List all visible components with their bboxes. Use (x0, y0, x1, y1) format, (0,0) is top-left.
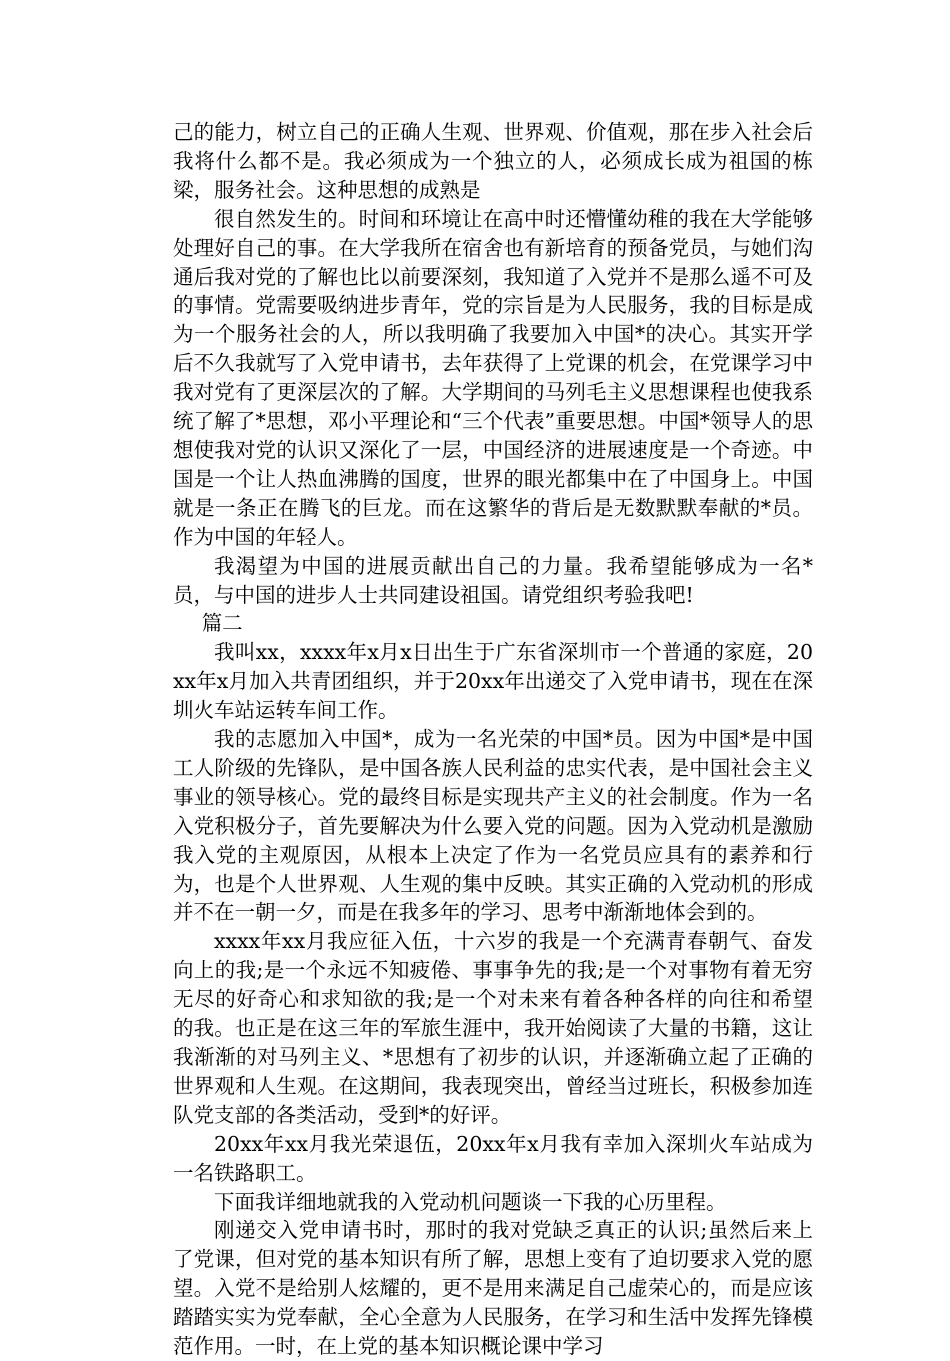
paragraph: 很自然发生的。时间和环境让在高中时还懵懂幼稚的我在大学能够处理好自己的事。在大学我所在宿舍也有新培育的预备党员，与她们沟通后我对党的了解也比以前要深刻，我知道了入党并不是那么遥不可及的事情。党需要吸纳进步青年，党的宗旨是为人民服务，我的目标是成为一个服务社会的人，所以我明确了我要加入中国*的决心。其实开学后不久我就写了入党申请书，去年获得了上党课的机会，在党课学习中我对党有了更深层次的了解。大学期间的马列毛主义思想课程也使我系统了解了*思想，邓小平理论和“三个代表”重要思想。中国*领导人的思想使我对党的认识又深化了一层，中国经济的进展速度是一个奇迹。中国是一个让人热血沸腾的国度，世界的眼光都集中在了中国身上。中国就是一条正在腾飞的巨龙。而在这繁华的背后是无数默默奉献的*员。作为中国的年轻人。 (173, 206, 813, 549)
section-title: 篇二 (201, 611, 243, 636)
paragraph: 刚递交入党申请书时，那时的我对党缺乏真正的认识;虽然后来上了党课，但对党的基本知识有所了解，思想上变有了迫切要求入党的愿望。入党不是给别人炫耀的，更不是用来满足自己虚荣心的，而是应该踏踏实实为党奉献，全心全意为人民服务，在学习和生活中发挥先锋模范作用。一时，在上党的基本知识概论课中学习 (173, 1218, 813, 1359)
paragraph: 20xx年xx月我光荣退伍，20xx年x月我有幸加入深圳火车站成为一名铁路职工。 (173, 1131, 813, 1185)
document-body (173, 118, 813, 1361)
paragraph: 下面我详细地就我的入党动机问题谈一下我的心历里程。 (214, 1189, 727, 1214)
paragraph: 己的能力，树立自己的正确人生观、世界观、价值观，那在步入社会后我将什么都不是。我必须成为一个独立的人，必须成长成为祖国的栋梁，服务社会。这种思想的成熟是 (173, 120, 813, 202)
paragraph: 我渴望为中国的进展贡献出自己的力量。我希望能够成为一名*员，与中国的进步人士共同建设祖国。请党组织考验我吧! (173, 553, 813, 607)
paragraph: 我的志愿加入中国*，成为一名光荣的中国*员。因为中国*是中国工人阶级的先锋队，是中国各族人民利益的忠实代表，是中国社会主义事业的领导核心。党的最终目标是实现共产主义的社会制度。作为一名入党积极分子，首先要解决为什么要入党的问题。因为入党动机是激励我入党的主观原因，从根本上决定了作为一名党员应具有的素养和行为，也是个人世界观、人生观的集中反映。其实正确的入党动机的形成并不在一朝一夕，而是在我多年的学习、思考中渐渐地体会到的。 (173, 727, 813, 925)
paragraph: xxxx年xx月我应征入伍，十六岁的我是一个充满青春朝气、奋发向上的我;是一个永远不知疲倦、事事争先的我;是一个对事物有着无穷无尽的好奇心和求知欲的我;是一个对未来有着各种各样的向往和希望的我。也正是在这三年的军旅生涯中，我开始阅读了大量的书籍，这让我渐渐的对马列主义、*思想有了初步的认识，并逐渐确立起了正确的世界观和人生观。在这期间，我表现突出，曾经当过班长，积极参加连队党支部的各类活动，受到*的好评。 (173, 929, 813, 1127)
paragraph: 我叫xx，xxxx年x月x日出生于广东省深圳市一个普通的家庭，20xx年x月加入共青团组织，并于20xx年出递交了入党申请书，现在在深圳火车站运转车间工作。 (173, 640, 813, 723)
